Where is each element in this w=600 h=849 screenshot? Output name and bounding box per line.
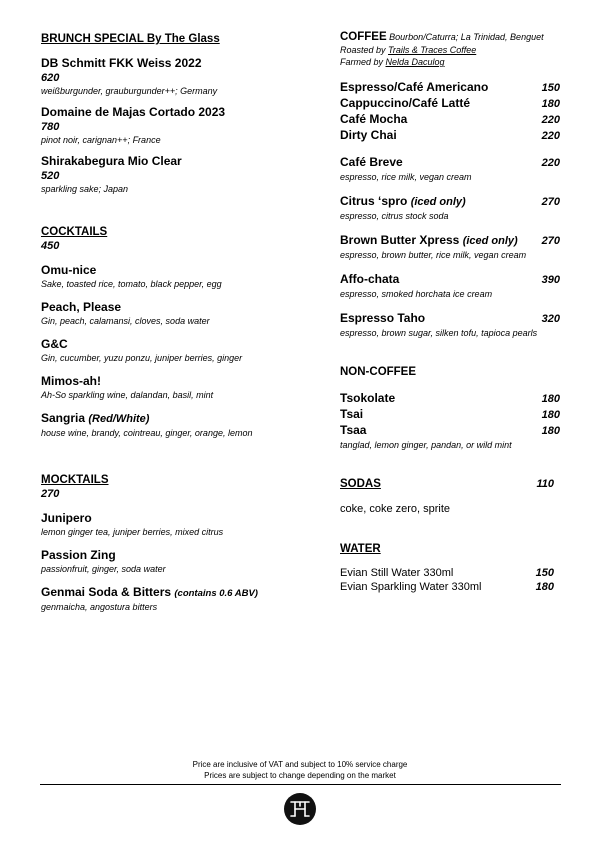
- item-name: Domaine de Majas Cortado 2023: [41, 105, 226, 119]
- noncoffee-section: [340, 365, 560, 451]
- item-description: passionfruit, ginger, soda water: [41, 564, 166, 574]
- item-name-text: Sangria: [41, 411, 86, 425]
- item-price: 520: [41, 170, 60, 182]
- item-description: genmaicha, angostura bitters: [41, 602, 158, 612]
- item-name: Tsokolate: [340, 391, 396, 405]
- item-description: espresso, rice milk, vegan cream: [340, 172, 472, 182]
- noncoffee-title: NON-COFFEE: [340, 366, 417, 378]
- item-price: 180: [541, 98, 560, 110]
- sodas-title: SODAS: [340, 478, 381, 490]
- item-description: espresso, smoked horchata ice cream: [340, 289, 493, 299]
- cocktails-section: [41, 225, 301, 439]
- item-price: 320: [541, 313, 560, 325]
- menu-item: [41, 548, 301, 575]
- item-note: (contains 0.6 ABV): [174, 588, 258, 599]
- item-description: tanglad, lemon ginger, pandan, or wild mint: [340, 440, 512, 450]
- item-name: G&C: [41, 337, 68, 351]
- item-name: Café Breve: [340, 155, 403, 169]
- item-name: Cappuccino/Café Latté: [340, 96, 471, 110]
- menu-item: [340, 311, 560, 339]
- item-name: Omu-nice: [41, 263, 97, 277]
- item-price: 150: [535, 567, 554, 579]
- menu-item: [41, 56, 301, 97]
- footer-notes: [0, 759, 600, 781]
- sodas-list: coke, coke zero, sprite: [340, 503, 451, 515]
- item-name: Affo-chata: [340, 272, 400, 286]
- item-name: Espresso Taho: [340, 311, 426, 325]
- item-note: (iced only): [410, 196, 466, 208]
- menu-item: [340, 566, 554, 580]
- mocktails-section: [41, 473, 301, 613]
- item-title-row: [340, 155, 560, 171]
- item-note: (iced only): [462, 235, 518, 247]
- item-name: Espresso/Café Americano: [340, 80, 489, 94]
- item-name: Evian Sparkling Water 330ml: [340, 581, 482, 593]
- item-description: weißburgunder, grauburgunder++; Germany: [41, 86, 218, 96]
- item-name: Tsai: [340, 407, 364, 421]
- item-price: 780: [41, 121, 60, 133]
- item-price: 390: [541, 274, 560, 286]
- sodas-price: 110: [536, 478, 554, 490]
- left-column: [41, 30, 301, 613]
- item-description: Gin, peach, calamansi, cloves, soda water: [41, 316, 210, 326]
- sodas-section: [340, 477, 560, 516]
- menu-item: [340, 272, 560, 300]
- menu-item: [41, 154, 301, 195]
- item-description: espresso, brown butter, rice milk, vegan cream: [340, 250, 527, 260]
- menu-item: [340, 112, 560, 128]
- coffee-section: [340, 30, 560, 339]
- water-section: [340, 542, 560, 594]
- item-price: 220: [541, 130, 560, 142]
- right-column: [340, 30, 560, 594]
- menu-item: [340, 391, 560, 407]
- cocktails-title: COCKTAILS: [41, 226, 108, 238]
- menu-item: [340, 407, 560, 423]
- item-name: Peach, Please: [41, 300, 122, 314]
- item-price: 180: [541, 425, 560, 437]
- item-price: 180: [541, 409, 560, 421]
- item-description: espresso, citrus stock soda: [340, 211, 449, 221]
- item-price: 220: [541, 114, 560, 126]
- item-name: [41, 585, 301, 601]
- coffee-roaster: [340, 44, 560, 56]
- item-title-row: [340, 272, 560, 288]
- item-description: house wine, brandy, cointreau, ginger, orange, lemon: [41, 428, 253, 438]
- water-list: [340, 566, 560, 594]
- item-name: Mimos-ah!: [41, 374, 101, 388]
- item-title-row: [340, 311, 560, 327]
- coffee-origin: Bourbon/Caturra; La Trinidad, Benguet: [389, 32, 544, 42]
- roasted-prefix: Roasted by: [340, 45, 389, 55]
- menu-item: [41, 337, 301, 364]
- price-change-note: Prices are subject to change depending on the market: [204, 771, 396, 780]
- brunch-section: [41, 32, 301, 195]
- item-note: (Red/White): [88, 413, 150, 425]
- menu-item: [41, 411, 301, 439]
- menu-item: [340, 80, 560, 96]
- monogram-icon: [289, 800, 311, 818]
- item-name: Café Mocha: [340, 112, 408, 126]
- item-name-text: Genmai Soda & Bitters: [41, 585, 172, 599]
- noncoffee-list: [340, 391, 560, 451]
- item-price: 180: [541, 393, 560, 405]
- farmer-name: Nelda Daculog: [385, 57, 445, 67]
- item-name: Tsaa: [340, 423, 367, 437]
- item-description: Gin, cucumber, yuzu ponzu, juniper berries, ginger: [41, 353, 243, 363]
- item-name-text: Citrus ‘spro: [340, 194, 408, 208]
- item-name: Dirty Chai: [340, 128, 397, 142]
- item-description: lemon ginger tea, juniper berries, mixed citrus: [41, 527, 224, 537]
- coffee-group: [340, 80, 560, 144]
- brunch-title: BRUNCH SPECIAL By The Glass: [41, 33, 220, 45]
- item-name: Junipero: [41, 511, 92, 525]
- menu-item: [340, 194, 560, 222]
- item-price: 270: [541, 235, 560, 247]
- cocktails-price: 450: [41, 240, 60, 252]
- item-name: Passion Zing: [41, 548, 116, 562]
- vat-note: Price are inclusive of VAT and subject to 10% service charge: [192, 760, 408, 769]
- footer-divider: [40, 784, 561, 785]
- item-description: pinot noir, carignan++; France: [41, 135, 161, 145]
- item-name: Shirakabegura Mio Clear: [41, 154, 182, 168]
- menu-item: [340, 233, 560, 261]
- item-name: [340, 194, 466, 210]
- farmed-prefix: Farmed by: [340, 57, 386, 67]
- item-name: Evian Still Water 330ml: [340, 567, 454, 579]
- menu-item: [41, 263, 301, 290]
- item-description: espresso, brown sugar, silken tofu, tapioca pearls: [340, 328, 538, 338]
- item-name: [340, 233, 518, 249]
- item-price: 180: [535, 581, 554, 593]
- item-description: Ah-So sparkling wine, dalandan, basil, mint: [41, 390, 214, 400]
- item-title-row: [340, 233, 560, 249]
- item-name: [41, 411, 301, 427]
- restaurant-monogram-logo: [284, 793, 316, 825]
- item-price: 620: [41, 72, 60, 84]
- menu-item: [41, 300, 301, 327]
- sodas-header: [340, 477, 560, 491]
- item-price: 270: [541, 196, 560, 208]
- coffee-title: COFFEE: [340, 31, 387, 43]
- item-description: Sake, toasted rice, tomato, black pepper, egg: [41, 279, 222, 289]
- coffee-header: [340, 30, 560, 44]
- item-title-row: [340, 194, 560, 210]
- menu-item: [41, 585, 301, 613]
- mocktails-price: 270: [41, 488, 60, 500]
- menu-item: [340, 155, 560, 183]
- item-price: 220: [541, 157, 560, 169]
- menu-item: [340, 580, 554, 594]
- menu-item: [41, 105, 301, 146]
- menu-item: [41, 511, 301, 538]
- water-title: WATER: [340, 543, 381, 555]
- roaster-name: Trails & Traces Coffee: [388, 45, 477, 55]
- item-price: 150: [541, 82, 560, 94]
- menu-item: [340, 128, 560, 144]
- item-name: DB Schmitt FKK Weiss 2022: [41, 56, 202, 70]
- menu-item: [340, 96, 560, 112]
- coffee-farmer: [340, 56, 560, 68]
- menu-item: [340, 423, 560, 439]
- mocktails-title: MOCKTAILS: [41, 474, 109, 486]
- item-description: sparkling sake; Japan: [41, 184, 129, 194]
- menu-item: [41, 374, 301, 401]
- item-name-text: Brown Butter Xpress: [340, 233, 460, 247]
